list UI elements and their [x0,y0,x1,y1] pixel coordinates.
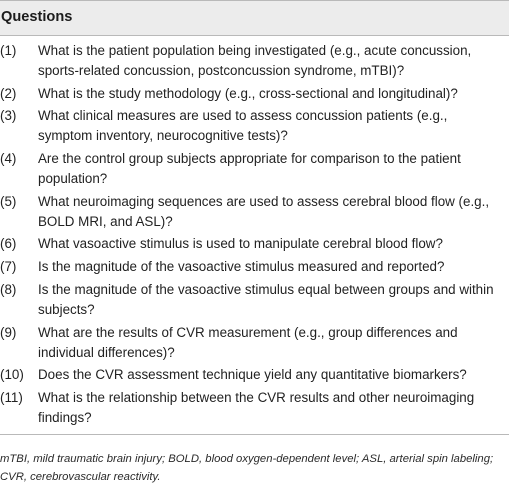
row-question: Are the control group subjects appropriate for comparison to the patient population? [38,151,461,187]
row-question: What is the patient population being investigated (e.g., acute concussion, sports-related concussion, postconcussion syndrome, mTBI)? [38,43,472,78]
table-row [0,365,509,385]
row-number: (3) [0,108,17,124]
table-header [0,0,509,36]
row-number: (1) [0,43,17,58]
table-row [0,106,509,146]
row-question: Is the magnitude of the vasoactive stimulus equal between groups and within subjects? [38,281,494,317]
row-number: (9) [0,324,17,340]
row-question: Does the CVR assessment technique yield any quantitative biomarkers? [38,367,467,383]
table-row [0,192,509,232]
row-number: (7) [0,259,17,275]
row-number: (10) [0,367,24,383]
table-row [0,323,509,363]
table-footnote: mTBI, mild traumatic brain injury; BOLD, blood oxygen-dependent level; ASL, arterial spin labeling; CVR, cerebrovascular reactivity. [0,453,494,483]
table-row [0,257,509,277]
row-number: (6) [0,236,17,252]
row-number: (8) [0,281,17,297]
row-question: What neuroimaging sequences are used to assess cerebral blood flow (e.g., BOLD MRI, and ASL)? [38,193,490,229]
row-question: What is the study methodology (e.g., cross-sectional and longitudinal)? [38,85,458,101]
table-row [0,388,509,428]
table-row [0,280,509,320]
table-row [0,234,509,254]
row-number: (5) [0,193,17,209]
row-question: Is the magnitude of the vasoactive stimulus measured and reported? [38,259,445,275]
table-row [0,149,509,189]
row-number: (2) [0,85,17,101]
row-question: What clinical measures are used to assess concussion patients (e.g., symptom inventory, neurocognitive tests)? [38,108,448,144]
table-row [0,41,509,81]
row-question: What is the relationship between the CVR results and other neuroimaging findings? [38,389,475,425]
row-number: (4) [0,151,17,167]
table-body [0,36,509,435]
table-header-title: Questions [1,9,73,25]
row-number: (11) [0,389,23,405]
row-question: What vasoactive stimulus is used to manipulate cerebral blood flow? [38,236,443,252]
row-question: What are the results of CVR measurement (e.g., group differences and individual differences)? [38,324,458,360]
table-row [0,84,509,104]
